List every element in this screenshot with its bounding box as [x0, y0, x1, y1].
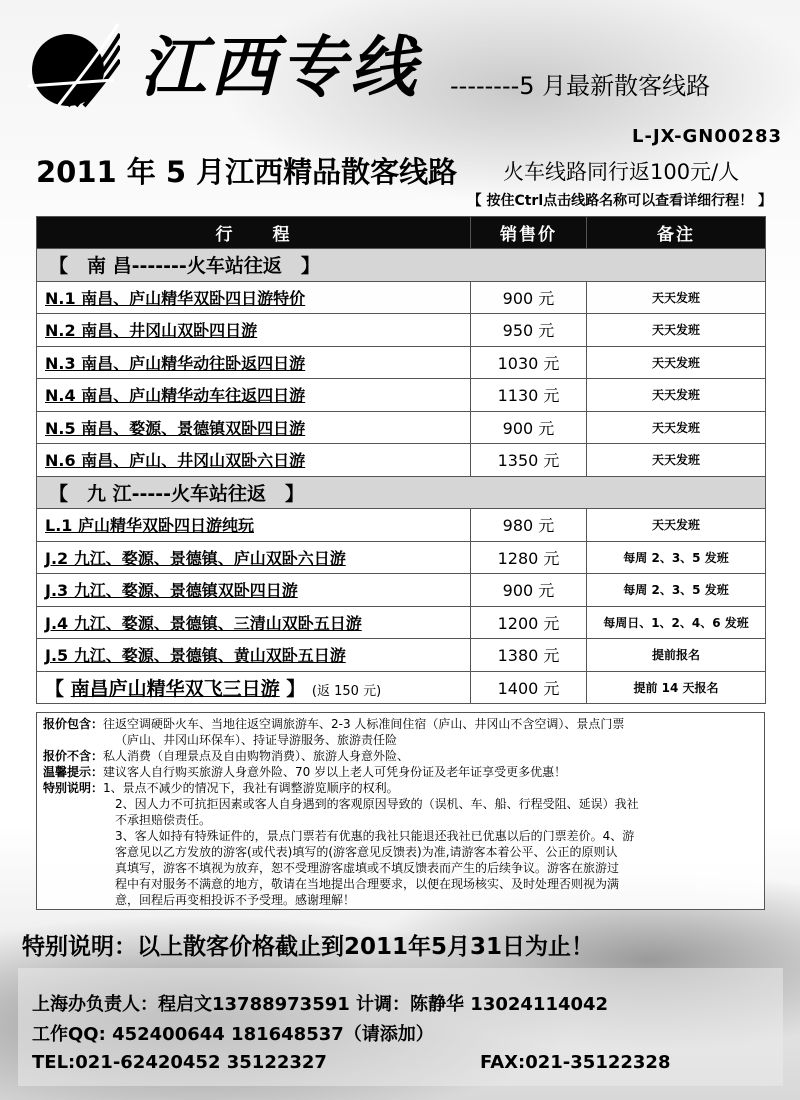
note-item: 2、因人力不可抗拒因素或客人自身遇到的客观原因导致的（误机、车、船、行程受阻、延误）我社	[115, 797, 639, 811]
route-link[interactable]: J.2 九江、婺源、景德镇、庐山双卧六日游	[37, 541, 471, 574]
contact-tel: TEL:021-62420452 35122327	[32, 1052, 327, 1073]
brand-title: 江西专线	[140, 28, 420, 106]
table-row[interactable]	[37, 314, 766, 347]
rebate-sub: (返 150 元)	[311, 683, 382, 699]
price-cell: 1350 元	[471, 444, 587, 477]
note-body: 私人消费（自理景点及自由购物消费）、旅游人身意外险、	[103, 749, 410, 763]
main-title: 2011 年 5 月江西精品散客线路	[36, 155, 458, 189]
note-cell: 每周 2、3、5 发班	[587, 541, 766, 574]
table-row[interactable]	[37, 574, 766, 607]
note-cell: 天天发班	[587, 379, 766, 412]
ctrl-hint: 【 按住Ctrl点击线路名称可以查看详细行程！ 】	[467, 193, 772, 209]
note-cell: 天天发班	[587, 314, 766, 347]
note-cell: 每周日、1、2、4、6 发班	[587, 606, 766, 639]
table-row[interactable]	[37, 444, 766, 477]
table-header-row	[37, 217, 766, 249]
table-row[interactable]	[37, 606, 766, 639]
route-link[interactable]: N.3 南昌、庐山精华动往卧返四日游	[37, 346, 471, 379]
price-cell: 1030 元	[471, 346, 587, 379]
rebate-note: 火车线路同行返100元/人	[503, 160, 740, 184]
section-title: 【 南 昌-------火车站往返 】	[37, 249, 766, 282]
header-route: 行 程	[37, 217, 471, 249]
table-row[interactable]	[37, 639, 766, 672]
note-cell: 天天发班	[587, 346, 766, 379]
route-link[interactable]: N.1 南昌、庐山精华双卧四日游特价	[37, 281, 471, 314]
price-cell: 980 元	[471, 509, 587, 542]
bracket-open: 【	[45, 677, 65, 700]
logo-icon	[28, 20, 120, 112]
table-row[interactable]	[37, 541, 766, 574]
header-price: 销售价	[471, 217, 587, 249]
note-excluded	[43, 748, 758, 764]
price-cell: 1130 元	[471, 379, 587, 412]
route-link[interactable]: J.4 九江、婺源、景德镇、三清山双卧五日游	[37, 606, 471, 639]
note-continuation: 真填写，游客不填视为放弃，恕不受理游客虚填或不填反馈表而产生的后续争议。游客在旅游过	[115, 861, 620, 875]
table-row[interactable]	[37, 346, 766, 379]
note-special	[43, 780, 758, 796]
route-link[interactable]: L.1 庐山精华双卧四日游纯玩	[37, 509, 471, 542]
price-cell: 1400 元	[471, 671, 587, 704]
table-row[interactable]	[37, 509, 766, 542]
note-continuation: （庐山、井冈山环保车）、持证导游服务、旅游责任险	[115, 733, 398, 747]
section-header-nanchang	[37, 249, 766, 282]
note-continuation: 意，回程后再变相投诉不予受理。感谢理解！	[115, 893, 356, 907]
table-row-highlight[interactable]	[37, 671, 766, 704]
note-label: 报价不含：	[43, 749, 104, 763]
note-cell: 天天发班	[587, 509, 766, 542]
bracket-close: 】	[286, 677, 306, 700]
route-link[interactable]: J.5 九江、婺源、景德镇、黄山双卧五日游	[37, 639, 471, 672]
table-row[interactable]	[37, 411, 766, 444]
note-label: 特别说明：	[43, 781, 104, 795]
header-note: 备注	[587, 217, 766, 249]
note-cell: 提前报名	[587, 639, 766, 672]
note-body: 往返空调硬卧火车、当地往返空调旅游车、2-3 人标准间住宿（庐山、井冈山不含空调）、景点门票	[103, 717, 625, 731]
route-link[interactable]: N.4 南昌、庐山精华动车往返四日游	[37, 379, 471, 412]
note-included	[43, 716, 758, 732]
table-row[interactable]	[37, 379, 766, 412]
route-link[interactable]: N.6 南昌、庐山、井冈山双卧六日游	[37, 444, 471, 477]
note-cell: 天天发班	[587, 281, 766, 314]
notes-box	[36, 712, 765, 910]
note-body: 建议客人自行购买旅游人身意外险、70 岁以上老人可凭身份证及老年证享受更多优惠！	[103, 765, 567, 779]
contact-panel	[18, 968, 783, 1086]
note-body: 1、景点不减少的情况下，我社有调整游览顺序的权利。	[103, 781, 399, 795]
price-cell: 900 元	[471, 411, 587, 444]
route-link[interactable]: J.3 九江、婺源、景德镇双卧四日游	[37, 574, 471, 607]
route-link[interactable]: N.5 南昌、婺源、景德镇双卧四日游	[37, 411, 471, 444]
price-table	[36, 216, 766, 704]
route-link[interactable]: 南昌庐山精华双飞三日游	[70, 677, 280, 700]
note-tips	[43, 764, 758, 780]
contact-qq: 工作QQ: 452400644 181648537（请添加）	[32, 1024, 434, 1045]
price-cell: 900 元	[471, 281, 587, 314]
contact-person: 上海办负责人：程启文13788973591 计调：陈静华 13024114042	[32, 994, 609, 1015]
special-notice: 特别说明：以上散客价格截止到2011年5月31日为止！	[22, 934, 595, 960]
note-cell: 每周 2、3、5 发班	[587, 574, 766, 607]
contact-fax: FAX:021-35122328	[480, 1052, 671, 1073]
note-continuation: 客意见以乙方发放的游客(或代表)填写的(游客意见反馈表)为准,请游客本着公平、公正的原则认	[115, 845, 618, 859]
note-cell: 天天发班	[587, 411, 766, 444]
section-title: 【 九 江-----火车站往返 】	[37, 476, 766, 509]
note-cell: 提前 14 天报名	[587, 671, 766, 704]
highlight-route[interactable]	[37, 671, 471, 704]
price-cell: 1280 元	[471, 541, 587, 574]
document-code: L-JX-GN00283	[632, 126, 782, 147]
route-link[interactable]: N.2 南昌、井冈山双卧四日游	[37, 314, 471, 347]
note-label: 温馨提示：	[43, 765, 104, 779]
price-cell: 1200 元	[471, 606, 587, 639]
note-item: 3、客人如持有特殊证件的，景点门票若有优惠的我社只能退还我社已优惠以后的门票差价。4、游	[115, 829, 635, 843]
brand-tagline: --------5 月最新散客线路	[450, 72, 711, 100]
note-continuation: 不承担赔偿责任。	[115, 813, 212, 827]
price-cell: 900 元	[471, 574, 587, 607]
note-label: 报价包含：	[43, 717, 104, 731]
note-cell: 天天发班	[587, 444, 766, 477]
section-header-jiujiang	[37, 476, 766, 509]
price-cell: 950 元	[471, 314, 587, 347]
price-cell: 1380 元	[471, 639, 587, 672]
table-row[interactable]	[37, 281, 766, 314]
note-continuation: 程中有对服务不满意的地方，敬请在当地提出合理要求，以便在现场核实、及时处理否则视为满	[115, 877, 620, 891]
